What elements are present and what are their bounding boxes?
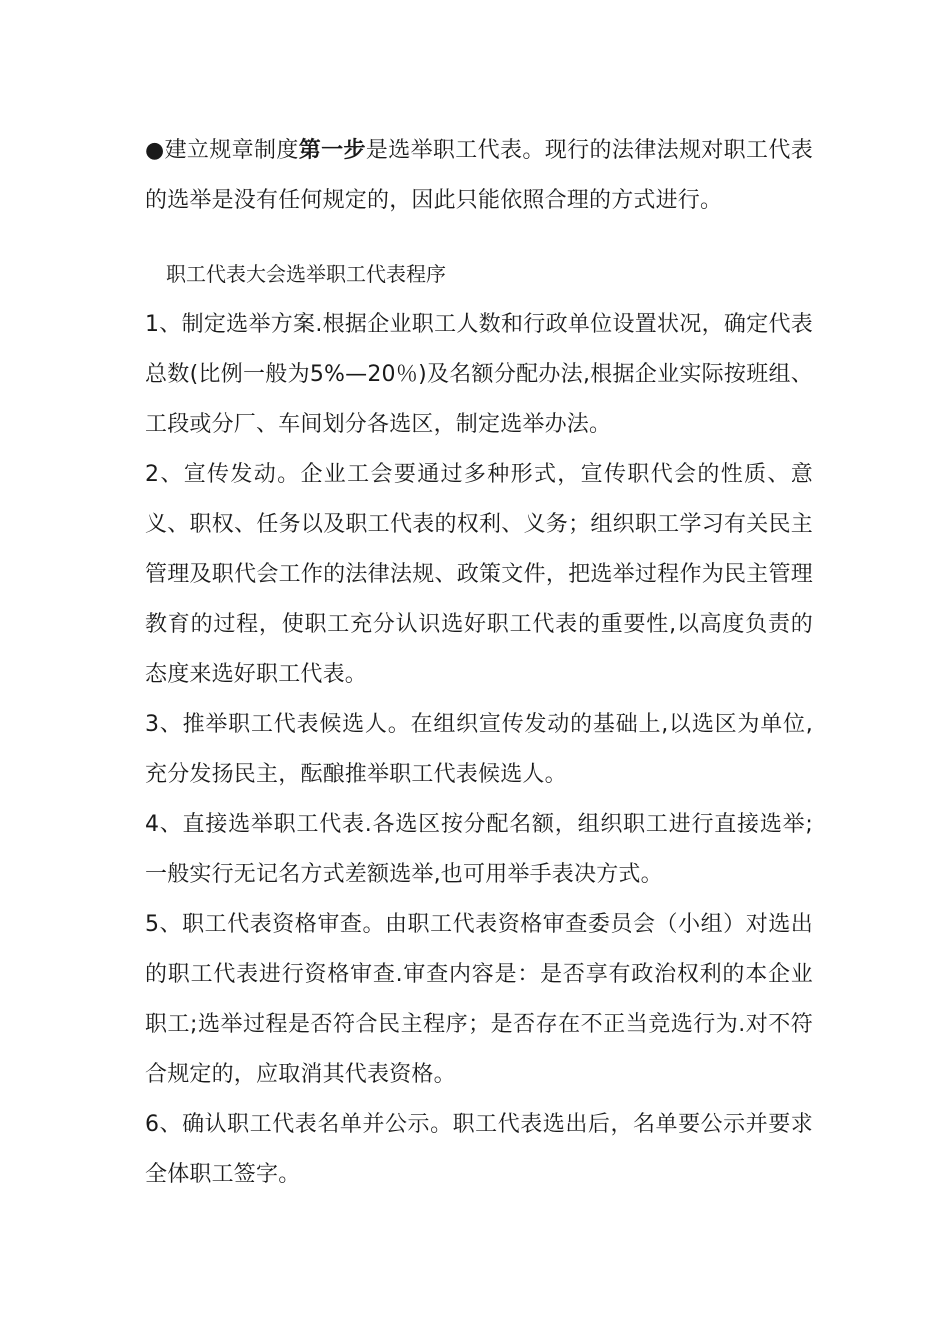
step-1-paragraph: 1、制定选举方案.根据企业职工人数和行政单位设置状况，确定代表总数(比例一般为5%—20％)及名额分配办法,根据企业实际按班组、工段或分厂、车间划分各选区，制定选举办法。 <box>145 312 813 437</box>
intro-emphasis: 第一步 <box>298 138 366 163</box>
step-5-paragraph: 5、职工代表资格审查。由职工代表资格审查委员会（小组）对选出的职工代表进行资格审查.审查内容是：是否享有政治权利的本企业职工;选举过程是否符合民主程序；是否存在不正当竞选行为.对不符合规定的，应取消其代表资格。 <box>145 912 813 1087</box>
document-body <box>145 126 813 1200</box>
intro-text-start: 建立规章制度 <box>164 138 299 163</box>
intro-paragraph <box>145 126 813 226</box>
step-2-paragraph: 2、宣传发动。企业工会要通过多种形式，宣传职代会的性质、意义、职权、任务以及职工代表的权利、义务；组织职工学习有关民主管理及职代会工作的法律法规、政策文件，把选举过程作为民主管理教育的过程，使职工充分认识选好职工代表的重要性,以高度负责的态度来选好职工代表。 <box>145 462 813 687</box>
step-4-paragraph: 4、直接选举职工代表.各选区按分配名额，组织职工进行直接选举;一般实行无记名方式差额选举,也可用举手表决方式。 <box>145 812 813 887</box>
section-heading: 职工代表大会选举职工代表程序 <box>166 262 446 286</box>
bullet-icon: ● <box>145 138 165 163</box>
intro-text-end: 是选举职工代表。现行的法律法规对职工代表的选举是没有任何规定的，因此只能依照合理的方式进行。 <box>145 138 813 213</box>
step-6-paragraph: 6、确认职工代表名单并公示。职工代表选出后，名单要公示并要求全体职工签字。 <box>145 1112 813 1187</box>
step-3-paragraph: 3、推举职工代表候选人。在组织宣传发动的基础上,以选区为单位,充分发扬民主，酝酿推举职工代表候选人。 <box>145 712 813 787</box>
